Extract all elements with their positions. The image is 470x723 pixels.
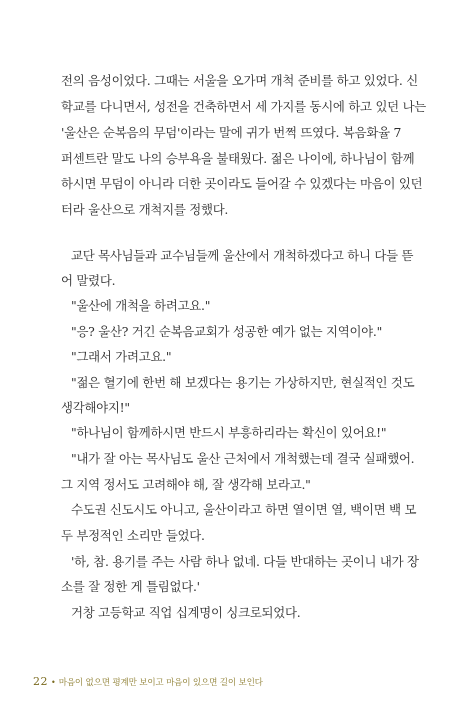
running-title: 마음이 없으면 평계만 보이고 마음이 있으면 길이 보인다 [58, 678, 263, 688]
body-text-line: 두 부정적인 소리만 들었다. [61, 528, 205, 543]
dialogue-line: 생각해야지!" [61, 400, 130, 415]
body-text-line: 퍼센트란 말도 나의 승부욕을 불태웠다. 젊은 나이에, 하나님이 함께 [61, 151, 415, 166]
thought-line: 소를 잘 정한 게 틀림없다.' [61, 579, 200, 594]
body-text-line: 수도권 신도시도 아니고, 울산이라고 하면 열이면 열, 백이면 백 모 [71, 502, 417, 517]
dialogue-line: "젊은 혈기에 한번 해 보겠다는 용기는 가상하지만, 현실적인 것도 [71, 375, 415, 390]
page-footer [33, 675, 263, 690]
body-text-line: '울산은 순복음의 무덤'이라는 말에 귀가 번쩍 뜨였다. 복음화율 7 [61, 125, 402, 140]
dialogue-line: "응? 울산? 거긴 순복음교회가 성공한 예가 없는 지역이야." [71, 324, 383, 339]
body-text-line: 학교를 다니면서, 성전을 건축하면서 세 가지를 동시에 하고 있던 나는 [61, 99, 427, 114]
dialogue-line: "그래서 가려고요." [71, 349, 172, 364]
body-text-line: 교단 목사님들과 교수님들께 울산에서 개척하겠다고 하니 다들 뜯 [71, 248, 414, 263]
body-text-line: 전의 음성이었다. 그때는 서울을 오가며 개척 준비를 하고 있었다. 신 [61, 73, 418, 88]
bullet-separator: • [51, 678, 56, 687]
page-number: 22 [33, 675, 48, 688]
dialogue-line: "하나님이 함께하시면 반드시 부흥하리라는 확신이 있어요!" [71, 425, 387, 440]
dialogue-line: "내가 잘 아는 목사님도 울산 근처에서 개척했는데 결국 실패했어. [71, 451, 415, 466]
body-text-line: 터라 울산으로 개척지를 정했다. [61, 202, 229, 217]
body-text-line: 거창 고등학교 직업 십계명이 싱크로되었다. [71, 605, 301, 620]
body-text-line: 하시면 무덤이 아니라 더한 곳이라도 들어갈 수 있겠다는 마음이 있던 [61, 176, 423, 191]
body-text-line: 어 말렸다. [61, 273, 116, 288]
dialogue-line: "울산에 개척을 하려고요." [71, 298, 211, 313]
dialogue-line: 그 지역 정서도 고려해야 해, 잘 생각해 보라고." [61, 477, 311, 492]
thought-line: '하, 참. 용기를 주는 사람 하나 없네. 다들 반대하는 곳이니 내가 장 [71, 554, 419, 569]
